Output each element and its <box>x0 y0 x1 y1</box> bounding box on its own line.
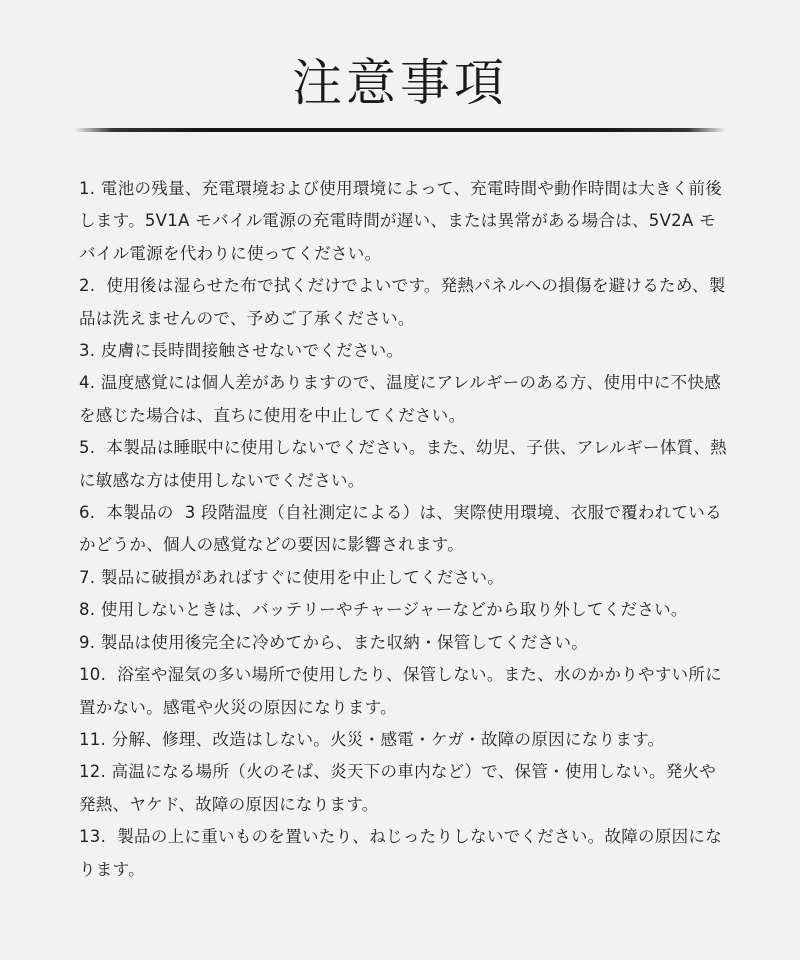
notice-item-2: 2. 使用後は湿らせた布で拭くだけでよいです。発熱パネルへの損傷を避けるため、製品は洗えませんので、予めご了承ください。 <box>79 276 726 328</box>
notice-item-8: 8. 使用しないときは、バッテリーやチャージャーなどから取り外してください。 <box>79 600 688 620</box>
page-title: 注意事項 <box>292 54 508 112</box>
notice-item-13: 13. 製品の上に重いものを置いたり、ねじったりしないでください。故障の原因になります。 <box>79 827 723 879</box>
notice-item-3: 3. 皮膚に長時間接触させないでください。 <box>79 341 404 361</box>
notice-item-9: 9. 製品は使用後完全に冷めてから、また収納・保管してください。 <box>79 632 589 652</box>
notice-item-5: 5. 本製品は睡眠中に使用しないでください。また、幼児、子供、アレルギー体質、熱に敏感な方は使用しないでください。 <box>79 438 727 490</box>
notice-item-1: 1. 電池の残量、充電環境および使用環境によって、充電時間や動作時間は大きく前後します。5V1A モバイル電源の充電時間が遅い、または異常がある場合は、5V2A モバイル電源を代わりに使ってください。 <box>79 179 723 263</box>
notice-item-6: 6. 本製品の 3 段階温度（自社測定による）は、実際使用環境、衣服で覆われているかどうか、個人の感覚などの要因に影響されます。 <box>79 503 722 555</box>
notice-item-10: 10. 浴室や湿気の多い場所で使用したり、保管しない。また、水のかかりやすい所に置かない。感電や火災の原因になります。 <box>79 665 723 717</box>
notice-item-11: 11. 分解、修理、改造はしない。火災・感電・ケガ・故障の原因になります。 <box>79 729 665 749</box>
notice-item-12: 12. 高温になる場所（火のそば、炎天下の車内など）で、保管・使用しない。発火や発熱、ヤケド、故障の原因になります。 <box>79 762 717 814</box>
notice-list <box>79 173 731 886</box>
notice-item-7: 7. 製品に破損があればすぐに使用を中止してください。 <box>79 567 505 587</box>
notice-item-4: 4. 温度感覚には個人差がありますので、温度にアレルギーのある方、使用中に不快感を感じた場合は、直ちに使用を中止してください。 <box>79 373 722 425</box>
title-divider <box>74 128 726 132</box>
